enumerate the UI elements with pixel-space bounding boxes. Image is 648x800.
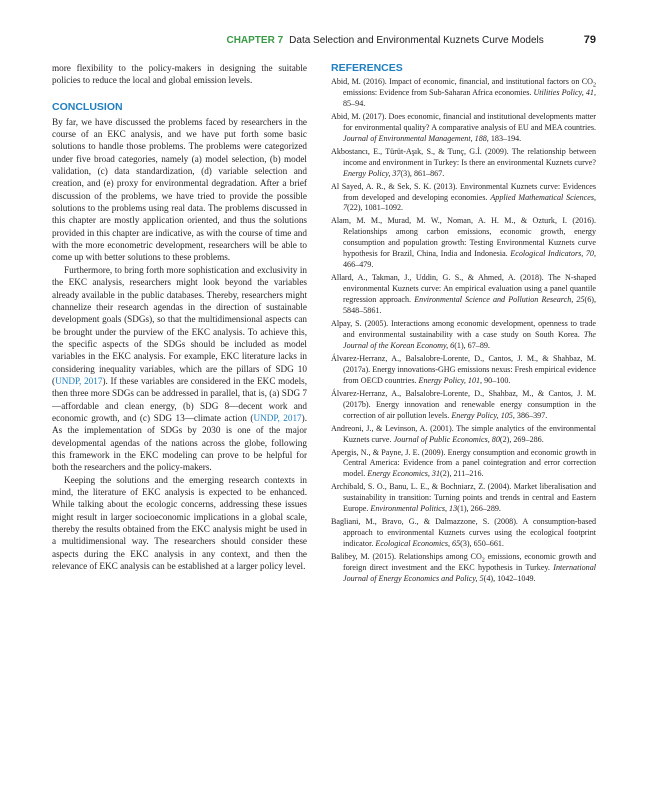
reference-text: , 90–100. [480, 375, 511, 385]
reference-entry [331, 424, 596, 446]
reference-journal: Energy Policy, 105 [451, 410, 513, 420]
reference-entry [331, 482, 596, 515]
reference-text: Balibey, M. (2015). Relationships among CO [331, 552, 482, 562]
reference-text: , 183–194. [486, 133, 522, 143]
reference-text: (2), 269–286. [499, 434, 544, 444]
reference-journal: Journal of Public Economics, 80 [393, 434, 500, 444]
reference-text: (6), 5848–5861. [343, 295, 596, 316]
reference-journal: Environmental Politics, 13 [370, 504, 458, 514]
right-column [331, 62, 596, 587]
running-header [52, 34, 596, 48]
reference-entry [331, 147, 596, 180]
reference-text: Abid, M. (2017). Does economic, financial and institutional developments matter for environmental quality? A comparative analysis of EU and MEA countries. [331, 111, 596, 132]
reference-entry [331, 354, 596, 387]
citation-link[interactable]: UNDP, 2017 [253, 412, 302, 423]
reference-journal: Ecological Indicators, 70 [510, 249, 594, 259]
reference-text: (4), 1042–1049. [483, 573, 536, 583]
reference-text: (2), 211–216. [440, 469, 484, 479]
reference-text: Bagliani, M., Bravo, G., & Dalmazzone, S. (2008). A consumption-based approach to environmental Kuznets curves using the ecological footprint indicator. [331, 517, 596, 549]
reference-entry [331, 448, 596, 481]
reference-journal: Applied Mathematical Sciences, 7 [343, 192, 597, 213]
reference-text: (1), 266–289. [457, 504, 501, 514]
reference-entry [331, 273, 596, 317]
reference-text: Álvarez-Herranz, A., Balsalobre-Lorente, D., Shahbaz, M., & Cantos, J. M. (2017b). Energy innovation and renewable energy consumption in the correction of air pollution levels. [331, 388, 596, 420]
reference-entry [331, 517, 596, 550]
conclusion-paragraph-2 [52, 264, 307, 474]
reference-entry [331, 77, 596, 110]
conclusion-heading: CONCLUSION [52, 100, 123, 113]
reference-subscript: 2 [593, 82, 596, 89]
reference-journal: Utilities Policy, 41 [533, 87, 594, 97]
reference-entry [331, 216, 596, 271]
reference-text: , 85–94. [343, 87, 596, 108]
reference-text: , 466–479. [343, 249, 597, 270]
reference-text: Alam, M. M., Murad, M. W., Noman, A. H. M., & Ozturk, I. (2016). Relationships among carbon emissions, economic growth, energy consumption and population growth: Testing Environmental Kuznets curve hypothesis for Brazil, China, India and Indonesia. [331, 216, 596, 259]
reference-journal: International Journal of Energy Economics and Policy, 5 [343, 563, 596, 583]
page-number: 79 [583, 34, 596, 46]
reference-text: , 386–397. [512, 410, 548, 420]
left-column [52, 62, 307, 572]
chapter-title: Data Selection and Environmental Kuznets Curve Models [289, 35, 544, 46]
reference-journal: The Journal of the Korean Economy, 6 [343, 329, 596, 350]
reference-entry [331, 112, 596, 145]
reference-entry [331, 182, 596, 215]
citation-link[interactable]: UNDP, 2017 [55, 375, 103, 386]
reference-text: (22), 1081–1092. [347, 203, 404, 213]
reference-journal: Energy Policy, 37 [343, 168, 401, 178]
paragraph-text: ). As the implementation of SDGs by 2030 is one of the major developmental agendas of the nations across the globe, following this framework in the EKC modeling can prove to be helpful for both the researchers and the policy-makers. [52, 412, 307, 473]
reference-entry [331, 319, 596, 352]
intro-fragment: more flexibility to the policy-makers in designing the suitable policies to reduce the local and global emission levels. [52, 63, 307, 86]
reference-journal: Journal of Environmental Management, 188 [343, 133, 487, 143]
paragraph-text: Furthermore, to bring forth more sophistication and exclusivity in the EKC analysis, researchers might look beyond the variables already available in the public databases. Thereby, researchers might channelize their research agendas in the direction of sustainable development goals (SDGs), so that the multidimensional aspects can be brought under the purview of the EKC analysis. To achieve this, the specific aspects of the SDGs should be included as model variables in the EKC analysis. For example, EKC literature lacks in considering inequality variables, which are the pillars of SDG 10 ( [52, 264, 307, 386]
reference-text: Archibald, S. O., Banu, L. E., & Bochniarz, Z. (2004). Market liberalisation and sustainability in transition: Turning points and trends in central and Eastern Europe. [331, 482, 596, 514]
paragraph-text: ). If these variables are considered in the EKC models, then three more SDGs can be addressed in parallel, that is, (a) SDG 7—affordable and clean energy, (b) SDG 8—decent work and economic growth, and (c) SDG 13—climate action ( [52, 375, 308, 423]
reference-list [331, 77, 596, 585]
reference-text: Álvarez-Herranz, A., Balsalobre-Lorente, D., Cantos, J. M., & Shahbaz, M. (2017a). Energy innovations-GHG emissions nexus: Fresh empirical evidence from OECD countries. [331, 353, 596, 385]
references-heading: REFERENCES [331, 62, 403, 74]
reference-text: Apergis, N., & Payne, J. E. (2009). Energy consumption and economic growth in Central America: Evidence from a panel cointegration and error correction model. [331, 447, 596, 479]
reference-journal: Energy Economics, 31 [367, 469, 441, 479]
reference-text: (1), 67–89. [454, 340, 490, 350]
reference-text: (3), 861–867. [400, 168, 445, 178]
chapter-label: CHAPTER 7 [226, 35, 284, 46]
reference-entry [331, 389, 596, 422]
conclusion-paragraph-1: By far, we have discussed the problems faced by researchers in the course of an EKC analysis, and we have put forth some basic solutions to handle those problems. The problems were categorized under five broad categories, namely (a) model selection, (b) model validation, (c) data standardization, (d) variable selection and creation, and (e) proxy for environmental degradation. After a brief discussion of the problems, we have tried to provide the possible solutions to the problems using real data. The problems discussed in this chapter are mostly application oriented, and thus the solutions provided in this chapter are indicative, as with the course of time and with the more econometric development, researchers will be able to come up with better solutions to these problems. [52, 116, 307, 263]
reference-subscript: 2 [481, 557, 485, 564]
reference-journal: Ecological Economics, 65 [375, 539, 461, 549]
reference-text: Alpay, S. (2005). Interactions among economic development, openness to trade and environmental sustainability with a case study on South Korea. [331, 319, 596, 339]
reference-text: Allard, A., Takman, J., Uddin, G. S., & Ahmed, A. (2018). The N-shaped environmental Kuznets curve: An empirical evaluation using a panel quantile regression approach. [331, 273, 596, 305]
reference-entry [331, 552, 596, 585]
reference-text: emissions: Evidence from Sub-Saharan Africa economies. [343, 87, 534, 97]
reference-text: Andreoni, J., & Levinson, A. (2001). The simple analytics of the environmental Kuznets curve. [331, 423, 596, 444]
reference-journal: Energy Policy, 101 [418, 375, 481, 385]
reference-text: Al Sayed, A. R., & Sek, S. K. (2013). Environmental Kuznets curve: Evidences from developed and developing economies. [331, 181, 596, 202]
reference-text: Akbostancı, E., Türüt-Aşık, S., & Tunç, G.İ. (2009). The relationship between income and environment in Turkey: Is there an environmental Kuznets curve? [331, 146, 596, 167]
reference-text: emissions, economic growth and foreign direct investment and the EKC hypothesis in Turkey. [343, 552, 596, 573]
reference-journal: Environmental Science and Pollution Research, 25 [414, 295, 585, 305]
reference-text: (3), 650–661. [460, 539, 504, 549]
conclusion-paragraph-3: Keeping the solutions and the emerging research contexts in mind, the literature of EKC analysis is expected to be enhanced. While talking about the ecologic concerns, addressing these issues might result in larger socioeconomic implications in a global scale, thereby the results obtained from the EKC analysis might be used in a multidimensional way. The researchers should consider these aspects during the EKC analysis in any context, and then the relevance of EKC analysis can be established at a larger policy level. [52, 474, 307, 572]
reference-text: Abid, M. (2016). Impact of economic, financial, and institutional factors on CO [331, 77, 593, 86]
